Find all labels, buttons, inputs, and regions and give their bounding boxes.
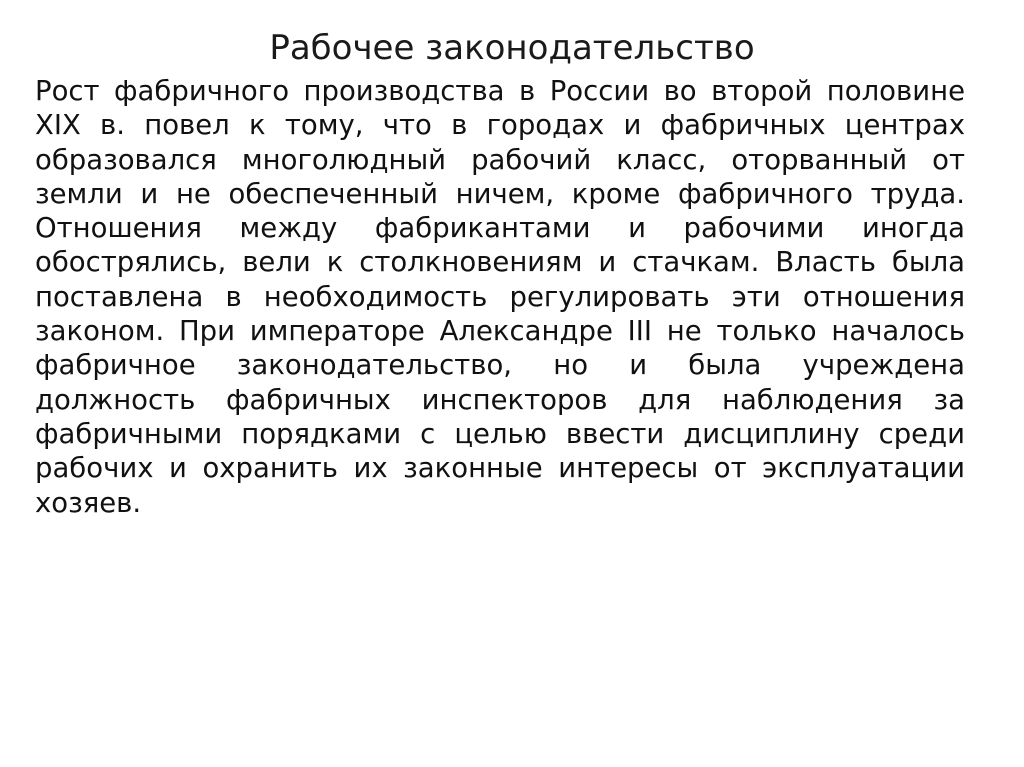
body-line: законом. При императоре Александре III не только началось bbox=[35, 315, 965, 348]
body-line: рабочих и охранить их законные интересы от эксплуатации bbox=[35, 452, 965, 485]
body-line: обострялись, вели к столкновениям и стачкам. Власть была bbox=[35, 246, 965, 279]
body-line: земли и не обеспеченный ничем, кроме фабричного труда. bbox=[35, 177, 965, 210]
slide-body-text bbox=[35, 74, 965, 520]
slide-title: Рабочее законодательство bbox=[269, 28, 755, 68]
body-line: XIX в. повел к тому, что в городах и фабричных центрах bbox=[35, 109, 965, 142]
body-line: Отношения между фабрикантами и рабочими иногда bbox=[35, 212, 965, 245]
body-line: поставлена в необходимость регулировать эти отношения bbox=[35, 280, 965, 313]
body-line: фабричное законодательство, но и была учреждена bbox=[35, 349, 965, 382]
body-line: хозяев. bbox=[35, 486, 142, 519]
body-line: фабричными порядками с целью ввести дисциплину среди bbox=[35, 417, 965, 450]
body-line: должность фабричных инспекторов для наблюдения за bbox=[35, 383, 965, 416]
body-line: образовался многолюдный рабочий класс, оторванный от bbox=[35, 143, 965, 176]
body-line: Рост фабричного производства в России во второй половине bbox=[35, 75, 965, 107]
